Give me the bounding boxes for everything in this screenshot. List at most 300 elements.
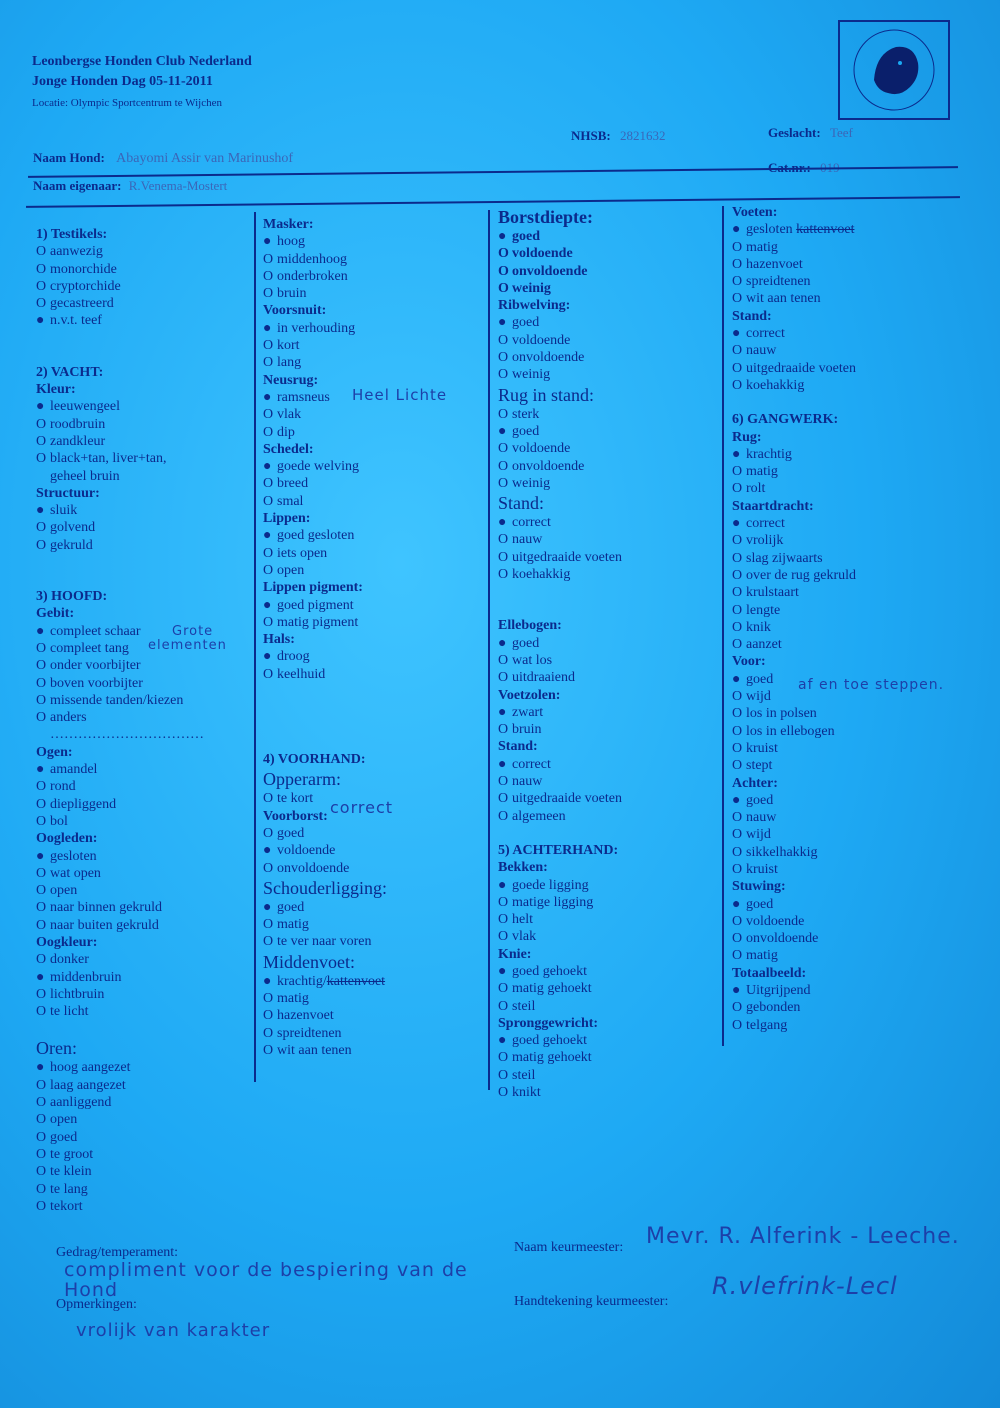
empty-circle-icon[interactable]: O xyxy=(732,689,743,705)
empty-circle-icon[interactable]: O xyxy=(263,1008,274,1024)
checkbox-option xyxy=(732,256,952,273)
empty-circle-icon[interactable]: O xyxy=(36,1077,47,1093)
empty-circle-icon[interactable]: O xyxy=(498,652,509,668)
option-label: goed xyxy=(277,825,305,841)
checked-circle-icon[interactable]: ● xyxy=(732,896,741,912)
checked-circle-icon[interactable]: ● xyxy=(263,899,272,915)
checkbox-option xyxy=(498,704,718,721)
empty-circle-icon[interactable]: O xyxy=(498,791,509,807)
checked-circle-icon[interactable]: ● xyxy=(732,792,741,808)
empty-circle-icon[interactable]: O xyxy=(498,350,509,366)
empty-circle-icon[interactable]: O xyxy=(732,481,743,497)
empty-circle-icon[interactable]: O xyxy=(498,1085,509,1101)
checked-circle-icon[interactable]: ● xyxy=(498,515,507,531)
checkbox-option xyxy=(263,597,483,614)
empty-circle-icon[interactable]: O xyxy=(36,865,47,881)
checkbox-option xyxy=(36,1146,248,1163)
empty-circle-icon[interactable]: O xyxy=(732,637,743,653)
empty-circle-icon[interactable]: O xyxy=(263,338,274,354)
checkbox-option xyxy=(732,342,952,359)
checkbox-option xyxy=(498,808,718,825)
option-label: monorchide xyxy=(50,261,117,277)
checkbox-option xyxy=(498,756,718,773)
handwritten-remarks: vrolijk van karakter xyxy=(76,1320,271,1341)
checkbox-option xyxy=(732,602,952,619)
checked-circle-icon[interactable]: ● xyxy=(732,222,741,238)
checked-circle-icon[interactable]: ● xyxy=(732,326,741,342)
empty-circle-icon[interactable]: O xyxy=(36,658,47,674)
option-label: sterk xyxy=(512,406,540,422)
option-label: goed xyxy=(746,896,774,912)
empty-circle-icon[interactable]: O xyxy=(263,476,274,492)
empty-circle-icon[interactable]: O xyxy=(263,1042,274,1058)
empty-circle-icon[interactable]: O xyxy=(732,810,743,826)
empty-circle-icon[interactable]: O xyxy=(36,675,47,691)
checkbox-option xyxy=(498,228,718,245)
option-label: matig pigment xyxy=(277,614,359,630)
empty-circle-icon[interactable]: O xyxy=(498,1067,509,1083)
empty-circle-icon[interactable]: O xyxy=(263,917,274,933)
empty-circle-icon[interactable]: O xyxy=(36,520,47,536)
empty-circle-icon[interactable]: O xyxy=(498,998,509,1014)
checkbox-option xyxy=(36,865,248,882)
empty-circle-icon[interactable]: O xyxy=(36,1095,47,1111)
checked-circle-icon[interactable]: ● xyxy=(36,399,45,415)
nhsb-row xyxy=(571,128,665,144)
empty-circle-icon[interactable]: O xyxy=(36,952,47,968)
spacer xyxy=(36,554,248,571)
empty-circle-icon[interactable]: O xyxy=(498,549,509,565)
empty-circle-icon[interactable]: O xyxy=(263,355,274,371)
section-heading: Structuur: xyxy=(36,485,100,501)
option-label: ramsneus xyxy=(277,389,330,405)
checked-circle-icon[interactable]: ● xyxy=(498,635,507,651)
empty-circle-icon[interactable]: O xyxy=(263,562,274,578)
checkbox-option xyxy=(732,377,952,394)
empty-circle-icon[interactable]: O xyxy=(263,545,274,561)
checkbox-option xyxy=(732,360,952,377)
checkbox-option xyxy=(36,1094,248,1111)
empty-circle-icon[interactable]: O xyxy=(36,451,47,467)
option-label: te ver naar voren xyxy=(277,934,372,950)
option-label: krachtig xyxy=(746,446,792,462)
empty-circle-icon[interactable]: O xyxy=(732,567,743,583)
section-heading: 2) VACHT: xyxy=(36,364,104,380)
option-label: wat los xyxy=(512,652,553,668)
empty-circle-icon[interactable]: O xyxy=(732,343,743,359)
empty-circle-icon[interactable]: O xyxy=(36,1181,47,1197)
empty-circle-icon[interactable]: O xyxy=(36,1164,47,1180)
option-label: breed xyxy=(277,476,309,492)
empty-circle-icon[interactable]: O xyxy=(263,934,274,950)
empty-circle-icon[interactable]: O xyxy=(498,441,509,457)
empty-circle-icon[interactable]: O xyxy=(732,844,743,860)
checkbox-option xyxy=(732,913,952,930)
checkbox-option xyxy=(732,826,952,843)
option-label: n.v.t. teef xyxy=(50,313,102,329)
empty-circle-icon[interactable]: O xyxy=(36,1198,47,1214)
section-heading: 1) Testikels: xyxy=(36,227,108,242)
option-label: uitgedraaide voeten xyxy=(512,549,623,565)
option-label: amandel xyxy=(50,762,98,778)
option-label: krulstaart xyxy=(746,585,799,601)
checkbox-option xyxy=(732,619,952,636)
empty-circle-icon[interactable]: O xyxy=(498,332,509,348)
checkbox-option xyxy=(732,809,952,826)
empty-circle-icon[interactable]: O xyxy=(732,550,743,566)
empty-circle-icon[interactable]: O xyxy=(36,710,47,726)
column-divider-3 xyxy=(722,206,724,1046)
empty-circle-icon[interactable]: O xyxy=(36,296,47,312)
section-heading: 5) ACHTERHAND: xyxy=(498,842,619,858)
spacer xyxy=(36,330,248,347)
option-label: steil xyxy=(512,1067,536,1083)
empty-circle-icon[interactable]: O xyxy=(263,791,274,807)
checkbox-option xyxy=(36,433,248,450)
checked-circle-icon[interactable]: ● xyxy=(732,983,741,999)
empty-circle-icon[interactable]: O xyxy=(732,377,743,393)
column-divider-2 xyxy=(488,210,490,1090)
option-label: correct xyxy=(512,756,551,772)
checked-circle-icon[interactable]: ● xyxy=(263,973,272,989)
empty-circle-icon[interactable]: O xyxy=(263,407,274,423)
checked-circle-icon[interactable]: ● xyxy=(36,503,45,519)
empty-circle-icon[interactable]: O xyxy=(36,537,47,553)
checkbox-option xyxy=(498,1032,718,1049)
empty-circle-icon[interactable]: O xyxy=(498,567,509,583)
section-heading: 3) HOOFD: xyxy=(36,589,108,605)
section-heading: Spronggewricht: xyxy=(498,1015,599,1031)
checked-circle-icon[interactable]: ● xyxy=(36,848,45,864)
empty-circle-icon[interactable]: O xyxy=(263,286,274,302)
checkbox-option xyxy=(36,899,248,916)
option-label: uitdraaiend xyxy=(512,670,575,686)
option-label: dip xyxy=(277,424,295,440)
spacer xyxy=(36,571,248,588)
option-label: Uitgrijpend xyxy=(746,983,811,999)
empty-circle-icon[interactable]: O xyxy=(732,948,743,964)
checked-circle-icon[interactable]: ● xyxy=(263,320,272,336)
empty-circle-icon[interactable]: O xyxy=(36,1146,47,1162)
checkbox-option xyxy=(36,657,248,674)
checked-circle-icon[interactable]: ● xyxy=(498,1033,507,1049)
empty-circle-icon[interactable]: O xyxy=(498,263,509,279)
checked-circle-icon[interactable]: ● xyxy=(36,313,45,329)
checkbox-option xyxy=(36,1129,248,1146)
empty-circle-icon[interactable]: O xyxy=(36,416,47,432)
empty-circle-icon[interactable]: O xyxy=(263,493,274,509)
option-label: voldoende xyxy=(512,332,571,348)
empty-circle-icon[interactable]: O xyxy=(498,808,509,824)
checked-circle-icon[interactable]: ● xyxy=(498,315,507,331)
checkbox-option xyxy=(732,584,952,601)
empty-circle-icon[interactable]: O xyxy=(732,827,743,843)
handwritten-opperarm-note: correct xyxy=(330,798,394,817)
option-label: voldoende xyxy=(277,843,336,859)
handwritten-gebit-note-2: elementen xyxy=(148,638,227,653)
checkbox-option xyxy=(36,312,248,329)
empty-circle-icon[interactable]: O xyxy=(498,1050,509,1066)
checkbox-option xyxy=(498,1049,718,1066)
section-heading: Hals: xyxy=(263,632,295,648)
empty-circle-icon[interactable]: O xyxy=(263,990,274,1006)
empty-circle-icon[interactable]: O xyxy=(36,796,47,812)
checked-circle-icon[interactable]: ● xyxy=(36,623,45,639)
checkbox-option xyxy=(36,398,248,415)
empty-circle-icon[interactable]: O xyxy=(263,666,274,682)
option-label: …………………………… xyxy=(50,727,204,743)
section-heading: Neusrug: xyxy=(263,372,319,388)
empty-circle-icon[interactable]: O xyxy=(498,912,509,928)
checkbox-option xyxy=(732,844,952,861)
checked-circle-icon[interactable]: ● xyxy=(263,528,272,544)
option-label: middenhoog xyxy=(277,251,347,267)
empty-circle-icon[interactable]: O xyxy=(732,239,743,255)
option-label: onderbroken xyxy=(277,268,348,284)
checkbox-option xyxy=(36,1003,248,1020)
empty-circle-icon[interactable]: O xyxy=(498,894,509,910)
section-heading: Lippen: xyxy=(263,511,311,527)
checkbox-option xyxy=(498,263,718,280)
empty-circle-icon[interactable]: O xyxy=(498,670,509,686)
checkbox-option xyxy=(263,614,483,631)
checkbox-option xyxy=(36,1077,248,1094)
checked-circle-icon[interactable]: ● xyxy=(732,516,741,532)
checked-circle-icon[interactable]: ● xyxy=(263,389,272,405)
checkbox-option xyxy=(263,825,483,842)
spacer xyxy=(263,734,483,751)
empty-circle-icon[interactable]: O xyxy=(263,825,274,841)
empty-circle-icon[interactable]: O xyxy=(732,740,743,756)
empty-circle-icon[interactable]: O xyxy=(36,986,47,1002)
empty-circle-icon[interactable]: O xyxy=(732,464,743,480)
empty-circle-icon[interactable]: O xyxy=(732,619,743,635)
option-label: kort xyxy=(277,338,300,354)
option-label: onvoldoende xyxy=(512,263,588,279)
section-heading-large: Schouderligging: xyxy=(263,877,387,898)
checked-circle-icon[interactable]: ● xyxy=(36,762,45,778)
section-heading: Voorborst: xyxy=(263,808,328,824)
option-label: aanzet xyxy=(746,637,782,653)
handwritten-neusrug-note: Heel Lichte xyxy=(352,386,448,404)
empty-circle-icon[interactable]: O xyxy=(498,246,509,262)
checkbox-option xyxy=(36,519,248,536)
checkbox-option xyxy=(732,480,952,497)
option-label: goed gehoekt xyxy=(512,1033,588,1049)
empty-circle-icon[interactable]: O xyxy=(263,614,274,630)
empty-circle-icon[interactable]: O xyxy=(732,723,743,739)
empty-circle-icon[interactable]: O xyxy=(36,1112,47,1128)
empty-circle-icon[interactable]: O xyxy=(732,602,743,618)
empty-circle-icon[interactable]: O xyxy=(36,1004,47,1020)
checkbox-option xyxy=(263,424,483,441)
checked-circle-icon[interactable]: ● xyxy=(498,963,507,979)
option-label: los in polsen xyxy=(746,706,817,722)
empty-circle-icon[interactable]: O xyxy=(36,900,47,916)
checkbox-option xyxy=(36,726,248,743)
empty-circle-icon[interactable]: O xyxy=(732,291,743,307)
empty-circle-icon[interactable]: O xyxy=(498,458,509,474)
empty-circle-icon[interactable]: O xyxy=(498,532,509,548)
owner-label: Naam eigenaar: xyxy=(33,178,122,193)
empty-circle-icon[interactable]: O xyxy=(732,913,743,929)
empty-circle-icon[interactable]: O xyxy=(498,367,509,383)
option-label: rond xyxy=(50,779,76,795)
checkbox-option xyxy=(263,860,483,877)
checkbox-option xyxy=(498,877,718,894)
option-label: vlak xyxy=(277,407,302,423)
option-label: lengte xyxy=(746,602,781,618)
checked-circle-icon[interactable]: ● xyxy=(263,649,272,665)
empty-circle-icon[interactable]: O xyxy=(36,244,47,260)
checkbox-option xyxy=(732,792,952,809)
checkbox-option xyxy=(263,899,483,916)
checked-circle-icon[interactable]: ● xyxy=(498,704,507,720)
empty-circle-icon[interactable]: O xyxy=(263,268,274,284)
checkbox-option xyxy=(36,692,248,709)
option-label: kruist xyxy=(746,740,778,756)
checkbox-option xyxy=(36,1163,248,1180)
section-heading-large: Borstdiepte: xyxy=(498,207,593,227)
checkbox-option xyxy=(498,440,718,457)
checked-circle-icon[interactable]: ● xyxy=(36,969,45,985)
empty-circle-icon[interactable]: O xyxy=(732,360,743,376)
empty-circle-icon[interactable]: O xyxy=(36,261,47,277)
checked-circle-icon[interactable]: ● xyxy=(263,459,272,475)
checked-circle-icon[interactable]: ● xyxy=(263,234,272,250)
checked-circle-icon[interactable]: ● xyxy=(36,1060,45,1076)
option-label: nauw xyxy=(746,810,777,826)
option-label: hazenvoet xyxy=(746,256,803,272)
empty-circle-icon[interactable]: O xyxy=(36,640,47,656)
event-title: Jonge Honden Dag 05-11-2011 xyxy=(32,74,213,89)
checked-circle-icon[interactable]: ● xyxy=(263,597,272,613)
checkbox-option xyxy=(732,239,952,256)
option-label: voldoende xyxy=(512,246,573,262)
option-label: uitgedraaide voeten xyxy=(746,360,857,376)
checkbox-option xyxy=(36,416,248,433)
checked-circle-icon[interactable]: ● xyxy=(732,446,741,462)
option-label: goed xyxy=(277,899,305,915)
option-label: vlak xyxy=(512,929,537,945)
empty-circle-icon[interactable]: O xyxy=(732,256,743,272)
empty-circle-icon[interactable]: O xyxy=(732,706,743,722)
empty-circle-icon[interactable]: O xyxy=(732,274,743,290)
option-label: anders xyxy=(50,710,87,726)
option-label: telgang xyxy=(746,1017,788,1033)
club-name: Leonbergse Honden Club Nederland xyxy=(32,54,252,69)
empty-circle-icon[interactable]: O xyxy=(732,1000,743,1016)
checked-circle-icon[interactable]: ● xyxy=(498,877,507,893)
option-label: roodbruin xyxy=(50,416,106,432)
spacer xyxy=(732,394,952,411)
option-label: goed xyxy=(746,792,774,808)
option-label: open xyxy=(50,883,78,899)
empty-circle-icon[interactable]: O xyxy=(732,585,743,601)
option-label: gesloten kattenvoet xyxy=(746,222,855,238)
empty-circle-icon[interactable]: O xyxy=(498,475,509,491)
empty-circle-icon[interactable]: O xyxy=(498,774,509,790)
option-label: diepliggend xyxy=(50,796,117,812)
checkbox-option xyxy=(263,251,483,268)
empty-circle-icon[interactable]: O xyxy=(263,860,274,876)
empty-circle-icon[interactable]: O xyxy=(732,758,743,774)
empty-circle-icon[interactable]: O xyxy=(36,1129,47,1145)
empty-circle-icon[interactable]: O xyxy=(36,917,47,933)
option-label: te klein xyxy=(50,1164,92,1180)
handwritten-judge-name: Mevr. R. Alferink - Leeche. xyxy=(646,1224,960,1249)
section-heading: Lippen pigment: xyxy=(263,580,363,596)
checked-circle-icon[interactable]: ● xyxy=(263,843,272,859)
checkbox-option xyxy=(263,1042,483,1059)
checkbox-option xyxy=(36,537,248,554)
option-label: sluik xyxy=(50,503,78,519)
empty-circle-icon[interactable]: O xyxy=(36,813,47,829)
empty-circle-icon[interactable]: O xyxy=(263,251,274,267)
option-label: te groot xyxy=(50,1146,94,1162)
option-label: hoog xyxy=(277,234,305,250)
checked-circle-icon[interactable]: ● xyxy=(732,671,741,687)
checkbox-option xyxy=(36,450,248,467)
empty-circle-icon[interactable]: O xyxy=(732,1017,743,1033)
spacer xyxy=(263,717,483,734)
checkbox-option xyxy=(732,740,952,757)
empty-circle-icon[interactable]: O xyxy=(36,433,47,449)
section-heading: Stuwing: xyxy=(732,879,786,895)
empty-circle-icon[interactable]: O xyxy=(36,278,47,294)
option-label: correct xyxy=(512,515,551,531)
checked-circle-icon[interactable]: ● xyxy=(498,423,507,439)
option-label: compleet tang xyxy=(50,640,129,656)
checked-circle-icon[interactable]: ● xyxy=(498,756,507,772)
section-heading: Stand: xyxy=(498,739,538,755)
empty-circle-icon[interactable]: O xyxy=(498,722,509,738)
option-label: slag zijwaarts xyxy=(746,550,823,566)
option-label: matig xyxy=(277,917,309,933)
sex-row xyxy=(768,125,853,141)
section-heading-large: Rug in stand: xyxy=(498,384,595,405)
empty-circle-icon[interactable]: O xyxy=(36,779,47,795)
option-label: missende tanden/kiezen xyxy=(50,692,184,708)
option-label: aanliggend xyxy=(50,1095,112,1111)
option-label: gecastreerd xyxy=(50,296,114,312)
checkbox-option xyxy=(498,531,718,548)
checkbox-option xyxy=(498,514,718,531)
empty-circle-icon[interactable]: O xyxy=(498,929,509,945)
empty-circle-icon[interactable]: O xyxy=(732,533,743,549)
empty-circle-icon[interactable]: O xyxy=(263,424,274,440)
empty-circle-icon[interactable]: O xyxy=(498,280,509,296)
option-label: knikt xyxy=(512,1085,541,1101)
owner-row xyxy=(33,178,227,194)
empty-circle-icon[interactable]: O xyxy=(498,981,509,997)
empty-circle-icon[interactable]: O xyxy=(263,1025,274,1041)
empty-circle-icon[interactable]: O xyxy=(732,861,743,877)
checkbox-option xyxy=(498,911,718,928)
empty-circle-icon[interactable]: O xyxy=(36,692,47,708)
empty-circle-icon[interactable]: O xyxy=(732,931,743,947)
section-heading: Ogen: xyxy=(36,744,73,760)
empty-circle-icon[interactable]: O xyxy=(498,406,509,422)
section-heading: Totaalbeeld: xyxy=(732,965,807,981)
checkbox-option xyxy=(498,280,718,297)
checkbox-option xyxy=(263,1007,483,1024)
checkbox-option xyxy=(732,982,952,999)
empty-circle-icon[interactable]: O xyxy=(36,883,47,899)
checkbox-option xyxy=(263,527,483,544)
checked-circle-icon[interactable]: ● xyxy=(498,229,507,244)
option-label: goed xyxy=(746,671,774,687)
